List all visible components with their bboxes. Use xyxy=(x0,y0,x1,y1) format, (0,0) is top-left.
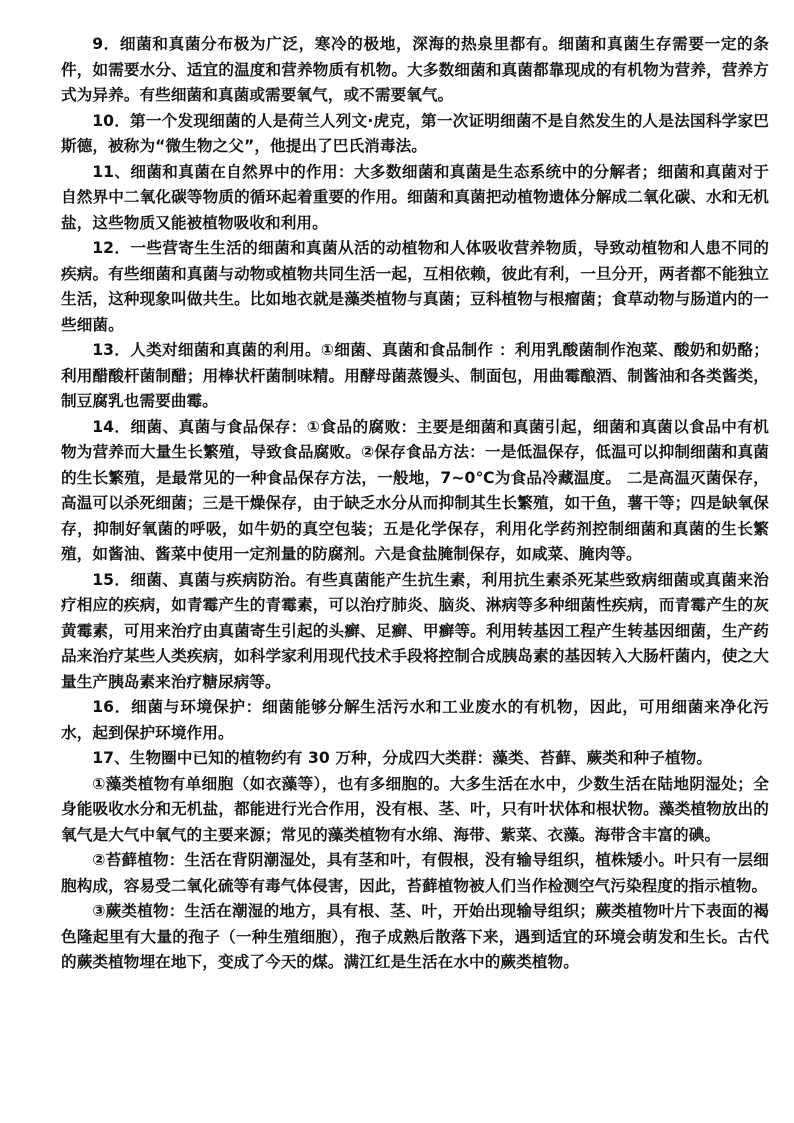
paragraph-9-bacteria-distribution: 9．细菌和真菌分布极为广泛，寒冷的极地，深海的热泉里都有。细菌和真菌生存需要一定的条件，如需要水分、适宜的温度和营养物质有机物。大多数细菌和真菌都靠现成的有机物为营养，营养方式为异养。有些细菌和真菌或需要氧气，或不需要氧气。 xyxy=(61,35,769,104)
paragraph-fern: ③蕨类植物：生活在潮湿的地方，具有根、茎、叶，开始出现输导组织；蕨类植物叶片下表面的褐色隆起里有大量的孢子（一种生殖细胞），孢子成熟后散落下来，遇到适宜的环境会萌发和生长。古代的蕨类植物埋在地下，变成了今天的煤。满江红是生活在水中的蕨类植物。 xyxy=(61,902,769,971)
paragraph-16-environment: 16．细菌与环境保护：细菌能够分解生活污水和工业废水的有机物，因此，可用细菌来净化污水，起到保护环境作用。 xyxy=(61,698,769,742)
document-body xyxy=(61,32,769,976)
paragraph-moss: ②苔藓植物：生活在背阴潮湿处，具有茎和叶，有假根，没有输导组织，植株矮小。叶只有一层细胞构成，容易受二氧化硫等有毒气体侵害，因此，苔藓植物被人们当作检测空气污染程度的指示植物。 xyxy=(61,851,769,895)
paragraph-17-plant-groups: 17、生物圈中已知的植物约有 30 万种，分成四大类群：藻类、苔藓、蕨类和种子植物。 xyxy=(92,749,713,767)
paragraph-12-parasitism-symbiosis: 12．一些营寄生生活的细菌和真菌从活的动植物和人体吸收营养物质，导致动植物和人患不同的疾病。有些细菌和真菌与动物或植物共同生活一起，互相依赖，彼此有利，一旦分开，两者都不能独立生活，这种现象叫做共生。比如地衣就是藻类植物与真菌；豆科植物与根瘤菌；食草动物与肠道内的一些细菌。 xyxy=(61,239,769,334)
paragraph-15-disease-prevention: 15．细菌、真菌与疾病防治。有些真菌能产生抗生素，利用抗生素杀死某些致病细菌或真菌来治疗相应的疾病，如青霉产生的青霉素，可以治疗肺炎、脑炎、淋病等多种细菌性疾病，而青霉产生的灰黄霉素，可用来治疗由真菌寄生引起的头癣、足癣、甲癣等。利用转基因工程产生转基因细菌，生产药品来治疗某些人类疾病，如科学家利用现代技术手段将控制合成胰岛素的基因转入大肠杆菌内，使之大量生产胰岛素来治疗糖尿病等。 xyxy=(61,570,769,691)
paragraph-algae: ①藻类植物有单细胞（如衣藻等），也有多细胞的。大多生活在水中，少数生活在陆地阴湿处；全身能吸收水分和无机盐，都能进行光合作用，没有根、茎、叶，只有叶状体和根状物。藻类植物放出的氧气是大气中氧气的主要来源；常见的藻类植物有水绵、海带、紫菜、衣藻。海带含丰富的碘。 xyxy=(61,774,769,844)
paragraph-14-food-preservation: 14．细菌、真菌与食品保存：①食品的腐败：主要是细菌和真菌引起，细菌和真菌以食品中有机物为营养而大量生长繁殖，导致食品腐败。②保存食品方法：一是低温保存，低温可以抑制细菌和真菌的生长繁殖，是最常见的一种食品保存方法，一般地，7~0℃为食品冷藏温度。 二是高温灭菌保存，高温可以杀死细菌；三是干燥保存，由于缺乏水分从而抑制其生长繁殖，如干鱼，薯干等；四是缺氧保存，抑制好氧菌的呼吸，如牛奶的真空包装；五是化学保存，利用化学药剂控制细菌和真菌的生长繁殖，如酱油、酱菜中使用一定剂量的防腐剂。六是食盐腌制保存，如咸菜、腌肉等。 xyxy=(61,417,769,563)
paragraph-11-role-in-nature: 11、细菌和真菌在自然界中的作用：大多数细菌和真菌是生态系统中的分解者；细菌和真菌对于自然界中二氧化碳等物质的循环起着重要的作用。细菌和真菌把动植物遗体分解成二氧化碳、水和无机盐，这些物质又能被植物吸收和利用。 xyxy=(61,162,769,232)
paragraph-10-discoverers: 10．第一个发现细菌的人是荷兰人列文·虎克，第一次证明细菌不是自然发生的人是法国科学家巴斯德，被称为“微生物之父”，他提出了巴氏消毒法。 xyxy=(61,111,769,155)
paragraph-13-human-use: 13．人类对细菌和真菌的利用。①细菌、真菌和食品制作 ：利用乳酸菌制作泡菜、酸奶和奶酪；利用醋酸杆菌制醋；用棒状杆菌制味精。用酵母菌蒸馒头、制面包，用曲霉酿酒、制酱油和各类酱类，制豆腐乳也需要曲霉。 xyxy=(61,341,769,410)
